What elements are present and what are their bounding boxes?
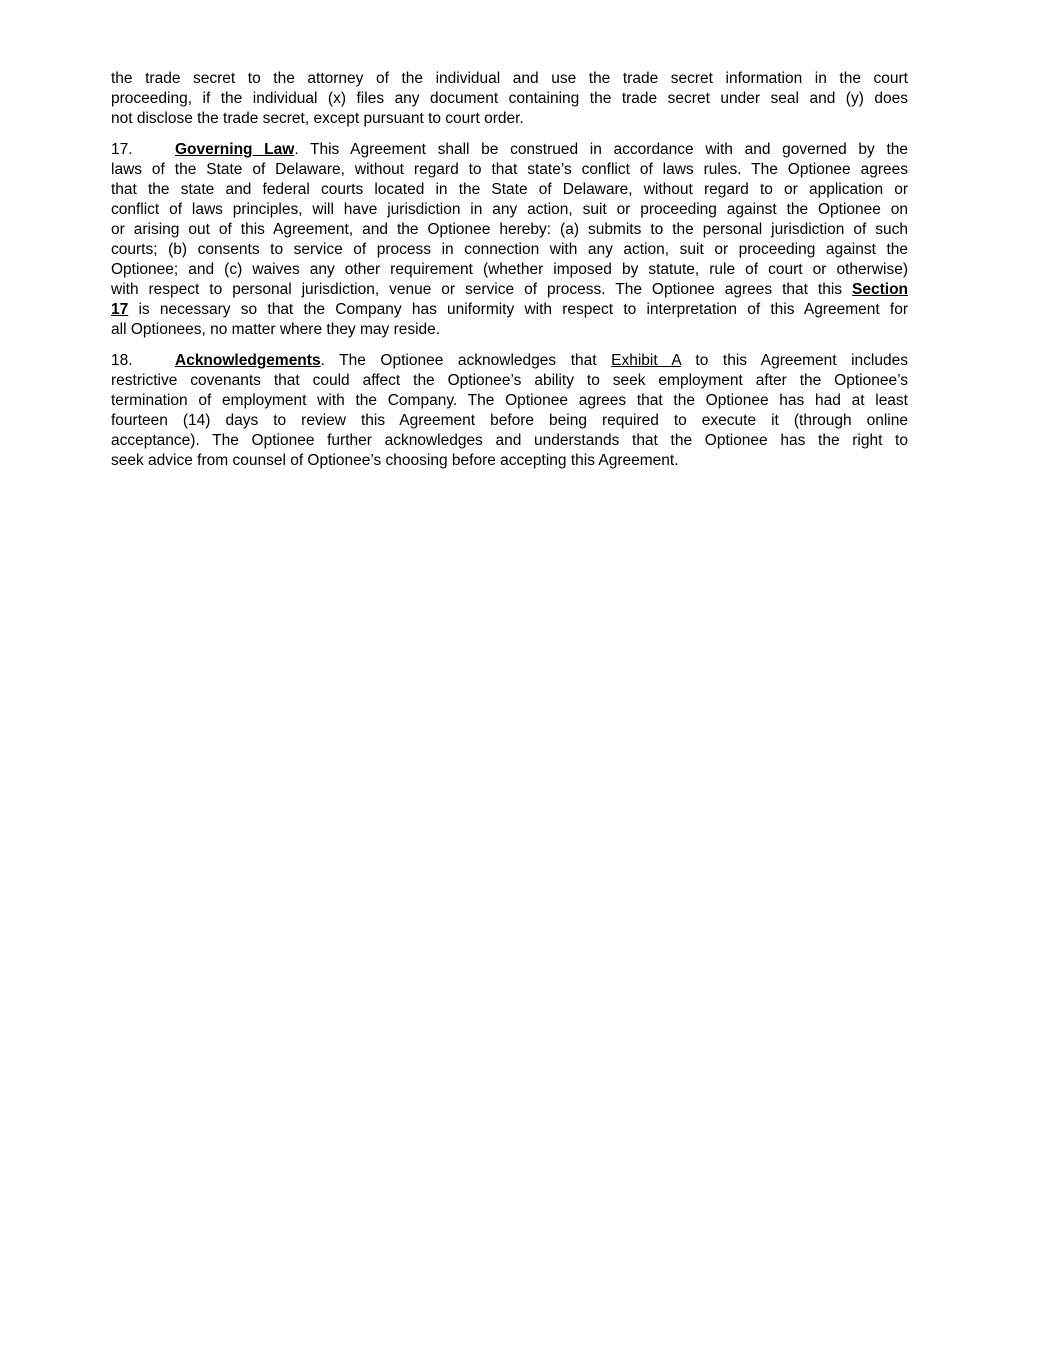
paragraph-number: 18. [111, 352, 133, 369]
text-run: . The Optionee acknowledges that [320, 352, 612, 369]
text-line [111, 351, 908, 371]
text-run: restrictive covenants that could affect the Optionee’s ability to seek employment after the Optionee’s [111, 372, 908, 389]
text-run: all Optionees, no matter where they may reside. [111, 321, 441, 338]
text-run: with respect to personal jurisdiction, venue or service of process. The Optionee agrees that this [111, 281, 853, 298]
text-run: . This Agreement shall be construed in accordance with and governed by the [294, 141, 908, 158]
text-line [111, 371, 908, 391]
text-run: acceptance). The Optionee further acknowledges and understands that the Optionee has the right to [111, 432, 908, 449]
paragraph [111, 140, 908, 340]
text-line [111, 451, 908, 471]
text-run: proceeding, if the individual (x) files any document containing the trade secret under seal and (y) does [111, 90, 908, 107]
text-line [111, 391, 908, 411]
text-line [111, 240, 908, 260]
text-run: is necessary so that the Company has uniformity with respect to interpretation of this Agreement for [128, 301, 908, 318]
text-line [111, 280, 908, 300]
text-run: Optionee; and (c) waives any other requirement (whether imposed by statute, rule of court or otherwise) [111, 261, 908, 278]
text-run: or arising out of this Agreement, and the Optionee hereby: (a) submits to the personal jurisdiction of such [111, 221, 908, 238]
text-line [111, 260, 908, 280]
text-line [111, 431, 908, 451]
text-run: that the state and federal courts located in the State of Delaware, without regard to or application or [111, 181, 908, 198]
text-line [111, 411, 908, 431]
text-line [111, 200, 908, 220]
text-line [111, 69, 908, 89]
text-run: Exhibit A [611, 352, 681, 369]
text-run: laws of the State of Delaware, without regard to that state’s conflict of laws rules. The Optionee agrees [111, 161, 908, 178]
text-run: Section [852, 281, 908, 298]
text-run: the trade secret to the attorney of the individual and use the trade secret information in the court [111, 70, 908, 87]
paragraph [111, 351, 908, 471]
text-run: not disclose the trade secret, except pursuant to court order. [111, 110, 524, 127]
text-run: fourteen (14) days to review this Agreement before being required to execute it (through online [111, 412, 908, 429]
text-line [111, 109, 908, 129]
text-run: seek advice from counsel of Optionee’s choosing before accepting this Agreement. [111, 452, 679, 469]
text-run: Governing Law [175, 141, 295, 158]
text-line [111, 140, 908, 160]
text-line [111, 320, 908, 340]
text-line [111, 89, 908, 109]
text-line [111, 300, 908, 320]
text-run: to this Agreement includes [680, 352, 908, 369]
document-body [111, 69, 908, 482]
paragraph-number: 17. [111, 141, 133, 158]
text-run: courts; (b) consents to service of process in connection with any action, suit or proceeding against the [111, 241, 908, 258]
text-run: Acknowledgements [175, 352, 321, 369]
text-run: 17 [111, 301, 129, 318]
paragraph [111, 69, 908, 129]
text-run: termination of employment with the Company. The Optionee agrees that the Optionee has had at least [111, 392, 908, 409]
text-line [111, 220, 908, 240]
text-run: conflict of laws principles, will have jurisdiction in any action, suit or proceeding against the Optionee on [111, 201, 908, 218]
text-line [111, 160, 908, 180]
text-line [111, 180, 908, 200]
